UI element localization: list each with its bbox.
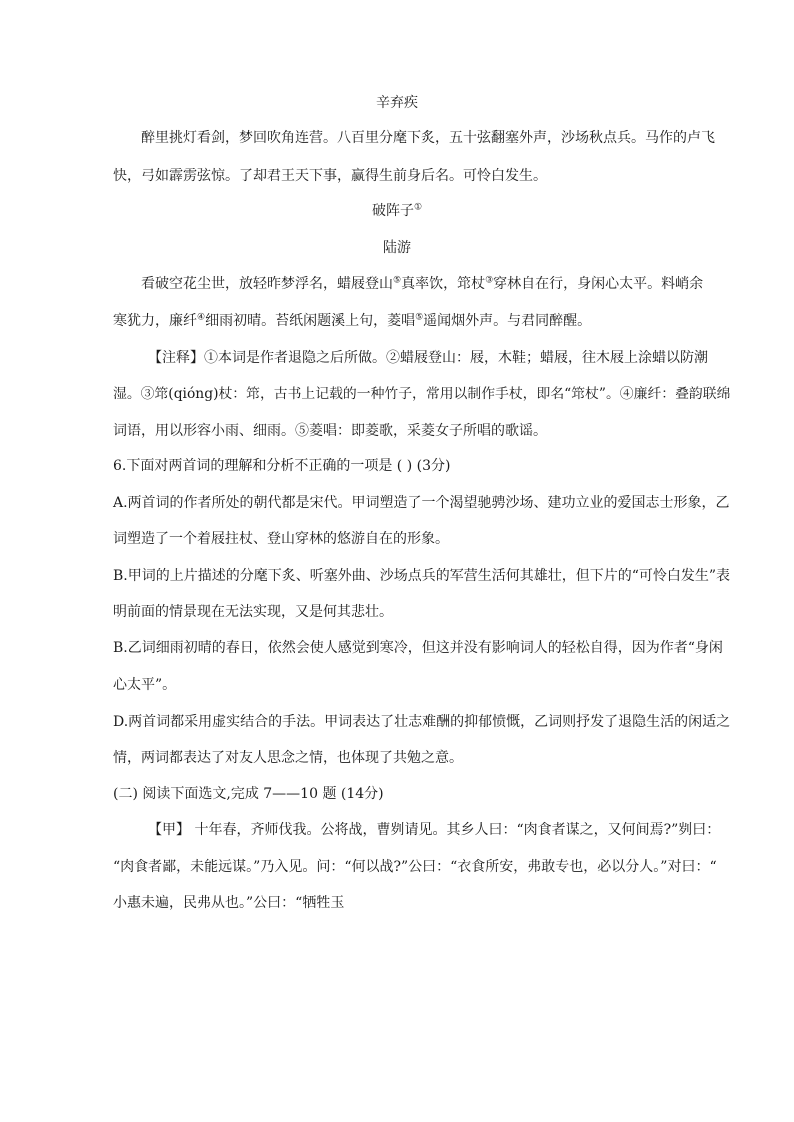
notes-line-2: 湿。③筇(qióng)杖：筇，古书上记载的一种竹子，常用以制作手杖，即名“筇杖”。④廉纤：叠韵联绵 [113, 386, 731, 402]
poem1-line-1: 醉里挑灯看剑，梦回吹角连营。八百里分麾下炙，五十弦翻塞外声，沙场秋点兵。马作的卢飞 [141, 130, 715, 146]
footnote-marker: ④ [197, 312, 206, 323]
option-d-line-1: D.两首词都采用虚实结合的手法。甲词表达了壮志难酬的抑郁愤慨，乙词则抒发了退隐生活的闲适之 [113, 714, 731, 730]
notes-line-1: 【注释】①本词是作者退隐之后所做。②蜡屐登山：屐，木鞋；蜡屐，往木屐上涂蜡以防潮 [148, 350, 708, 366]
footnote-marker: ① [413, 202, 423, 213]
passage-line-1: 【甲】 十年春，齐师伐我。公将战，曹刿请见。其乡人曰：“肉食者谋之，又何间焉?”刿曰： [148, 822, 721, 838]
question-6-stem: 6.下面对两首词的理解和分析不正确的一项是 ( ) (3分) [113, 458, 451, 474]
section-2-heading: (二) 阅读下面选文,完成 7——10 题 (14分) [113, 786, 384, 802]
poem2-title-line [0, 201, 794, 221]
passage-line-3: 小惠未遍，民弗从也。”公曰：“牺牲玉 [113, 895, 345, 911]
option-a-line-1: A.两首词的作者所处的朝代都是宋代。甲词塑造了一个渴望驰骋沙场、建功立业的爱国志士形象，乙 [113, 495, 730, 511]
option-b-line-2: 明前面的情景现在无法实现，又是何其悲壮。 [113, 604, 393, 620]
option-c-line-1: B.乙词细雨初晴的春日，依然会使人感觉到寒冷，但这并没有影响词人的轻松自得，因为作者“身闲 [113, 640, 723, 656]
option-c-line-2: 心太平”。 [113, 677, 177, 693]
notes-line-3: 词语，用以形容小雨、细雨。⑤菱唱：即菱歌，采菱女子所唱的歌谣。 [113, 423, 547, 439]
footnote-marker: ⑤ [415, 312, 424, 323]
passage-line-2: “肉食者鄙，未能远谋。”乃入见。问：“何以战?”公曰：“衣食所安，弗敢专也，必以分人。”对曰：“ [113, 859, 717, 875]
option-b-line-1: B.甲词的上片描述的分麾下炙、听塞外曲、沙场点兵的军营生活何其雄壮，但下片的“可怜白发生”表 [113, 568, 731, 584]
poem1-line-2: 快，弓如霹雳弦惊。了却君王天下事，赢得生前身后名。可怜白发生。 [113, 168, 547, 184]
footnote-marker: ⑤ [393, 275, 402, 286]
option-d-line-2: 情，两词都表达了对友人思念之情，也体现了共勉之意。 [113, 750, 463, 766]
poem1-author: 辛弃疾 [376, 95, 418, 111]
poem2-title: 破阵子 [371, 203, 414, 219]
poem2-line-2: 寒犹力，廉纤④细雨初晴。苔纸闲题溪上句，菱唱⑤遥闻烟外声。与君同醉醒。 [113, 312, 592, 329]
poem2-author: 陆游 [383, 240, 411, 256]
footnote-marker: ③ [485, 275, 494, 286]
poem2-line-1: 看破空花尘世，放轻昨梦浮名，蜡屐登山⑤真率饮，筇杖③穿林自在行，身闲心太平。料峭余 [141, 275, 704, 292]
option-a-line-2: 词塑造了一个着屐拄杖、登山穿林的悠游自在的形象。 [113, 531, 449, 547]
